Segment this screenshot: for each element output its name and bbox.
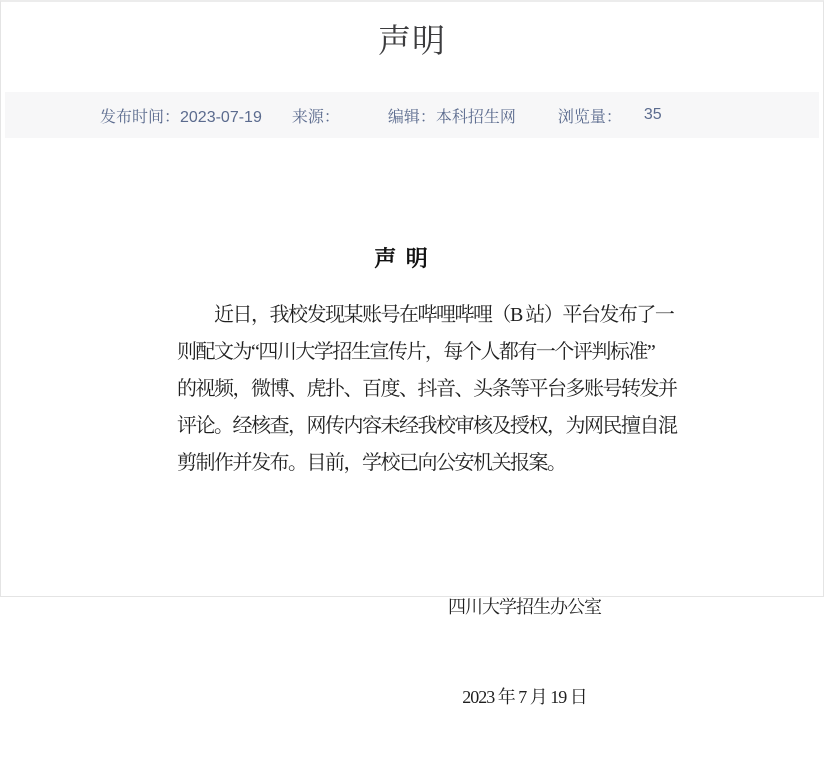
signature-date: 2023 年 7 月 19 日 bbox=[462, 687, 587, 707]
body-line: 剪制作并发布。目前，学校已向公安机关报案。 bbox=[177, 452, 566, 474]
body-line: 的视频，微博、虎扑、百度、抖音、头条等平台多账号转发并 bbox=[177, 378, 677, 400]
signature: 四川大学招生办公室 bbox=[448, 597, 601, 617]
body-line: 评论。经核查，网传内容未经我校审核及授权，为网民擅自混 bbox=[177, 415, 677, 437]
signature-block bbox=[437, 532, 612, 772]
body-line: 则配文为“四川大学招生宣传片，每个人都有一个评判标准” bbox=[177, 341, 655, 363]
article-meta-bar bbox=[5, 92, 819, 138]
announcement-heading: 声 明 bbox=[374, 246, 430, 271]
views-label: 浏览量： bbox=[557, 108, 622, 126]
page-title: 声明 bbox=[378, 22, 446, 59]
source-label: 来源： bbox=[291, 108, 340, 126]
publish-time: 发布时间：2023-07-19 bbox=[100, 108, 262, 126]
announcement-body bbox=[177, 297, 677, 482]
views-count: 35 bbox=[643, 106, 662, 123]
announcement-document bbox=[177, 243, 677, 772]
announcement-heading-wrap bbox=[177, 243, 627, 275]
editor: 编辑：本科招生网 bbox=[387, 108, 516, 126]
body-line: 近日，我校发现某账号在哔哩哔哩（B 站）平台发布了一 bbox=[214, 304, 674, 326]
